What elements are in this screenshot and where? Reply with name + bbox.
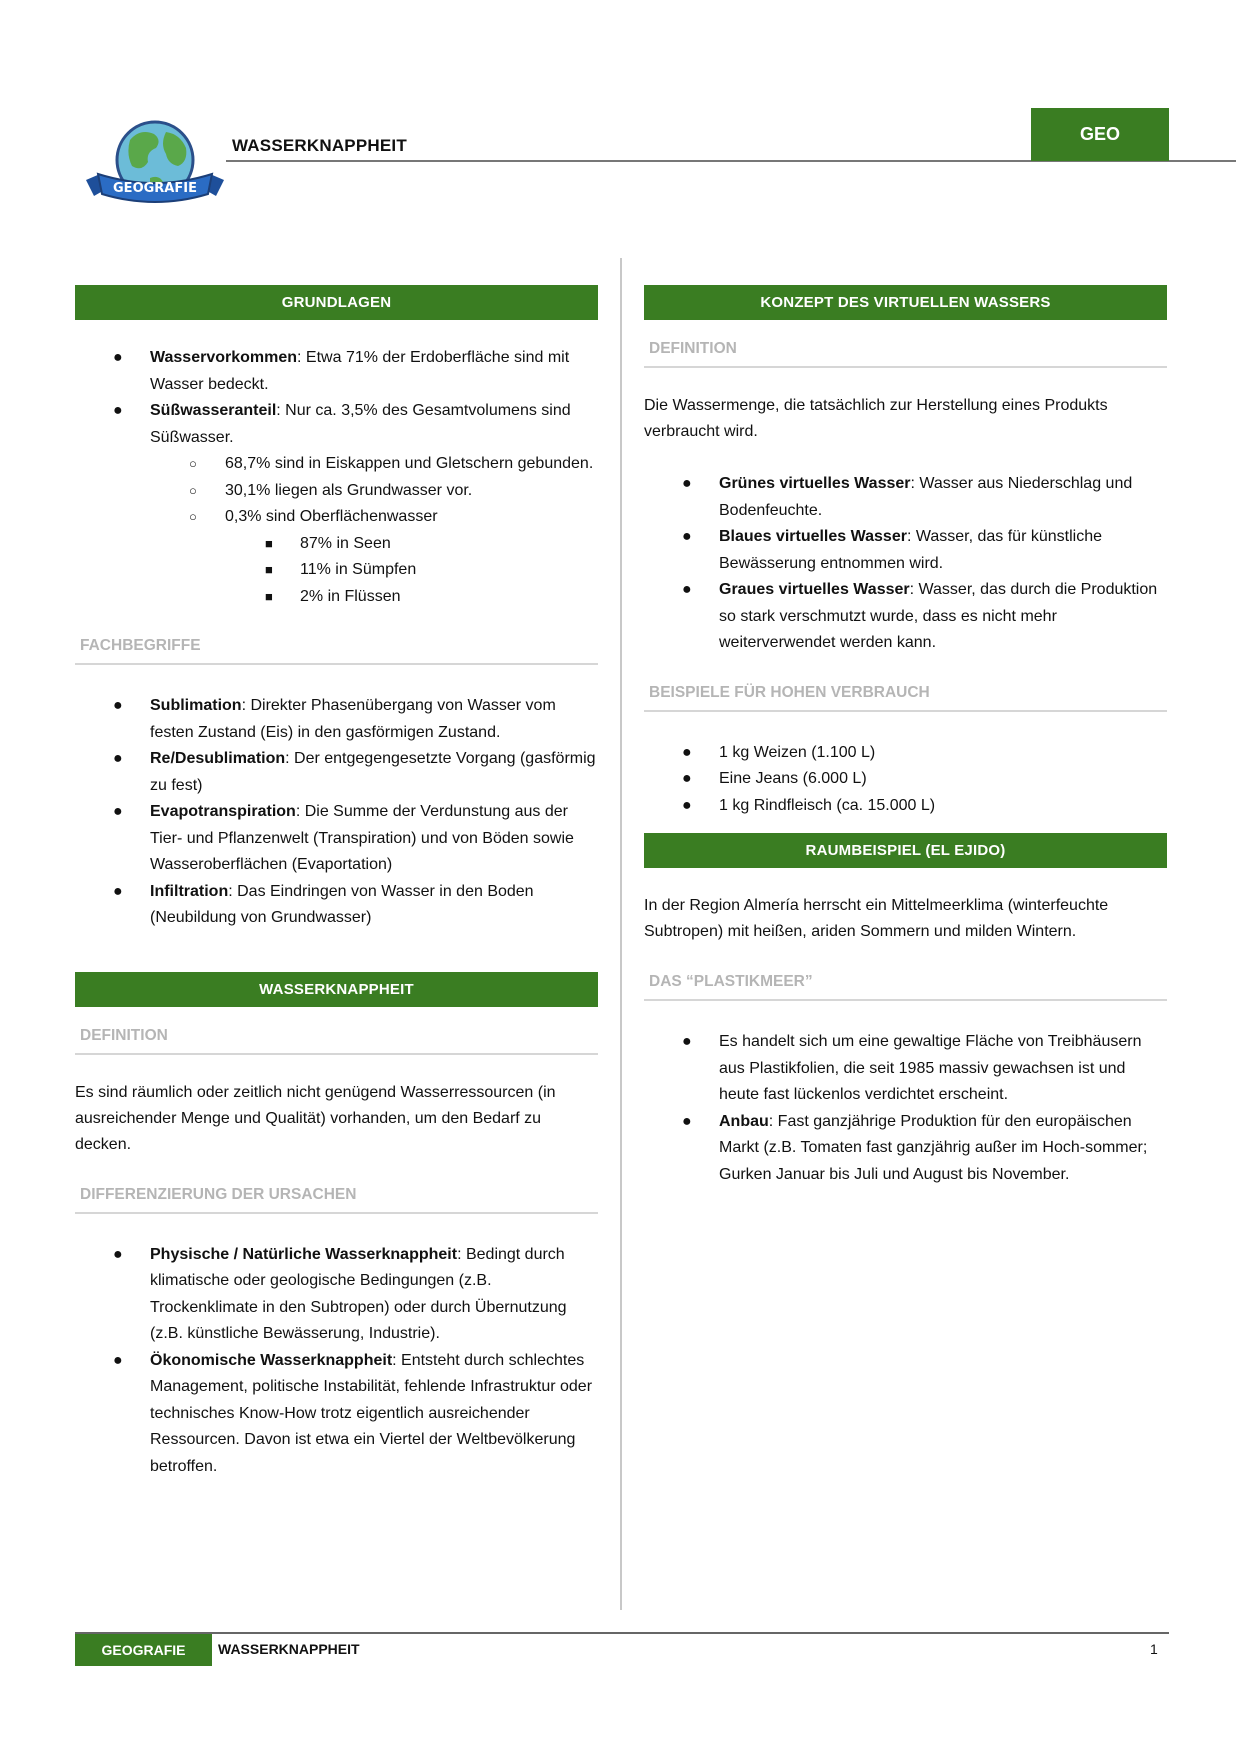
list-item: ● Blaues virtuelles Wasser: Wasser, das für künstliche Bewässerung entnommen wird. bbox=[682, 528, 1102, 572]
list-item: ● Re/Desublimation: Der entgegengesetzte Vorgang (gasförmig zu fest) bbox=[113, 750, 596, 794]
svg-text:GEOGRAFIE: GEOGRAFIE bbox=[113, 181, 197, 196]
right-column bbox=[644, 285, 1167, 1188]
list-item: ● Wasservorkommen: Etwa 71% der Erdoberfläche sind mit Wasser bedeckt. bbox=[113, 349, 570, 393]
list-item: ○ 68,7% sind in Eiskappen und Gletschern gebunden. bbox=[189, 455, 594, 472]
subheading-fachbegriffe: FACHBEGRIFFE bbox=[75, 625, 598, 665]
column-divider bbox=[620, 258, 622, 1610]
list-item: ● Süßwasseranteil: Nur ca. 3,5% des Gesamtvolumens sind Süßwasser. bbox=[113, 402, 571, 446]
list-item: ● Infiltration: Das Eindringen von Wasser in den Boden (Neubildung von Grundwasser) bbox=[113, 882, 534, 926]
geografie-logo bbox=[80, 118, 230, 218]
beispiele-list bbox=[644, 740, 1167, 820]
list-item: ● Physische / Natürliche Wasserknappheit: Bedingt durch klimatische oder geologische Bedingungen (z.B. Trockenklimate in den Subtropen) oder durch Übernutzung (z.B. künstliche Bewässerung, Industrie). bbox=[113, 1245, 567, 1342]
list-item: ○ 0,3% sind Oberflächenwasser bbox=[189, 508, 438, 525]
section-heading-wasserknappheit: WASSERKNAPPHEIT bbox=[75, 972, 598, 1007]
list-item: ● Graues virtuelles Wasser: Wasser, das durch die Produktion so stark verschmutzt wurde, dass es nicht mehr weiterverwendet werden kann. bbox=[682, 581, 1158, 651]
left-column bbox=[75, 285, 598, 1480]
list-item: ● 1 kg Weizen (1.100 L) bbox=[682, 743, 876, 761]
list-item: ● 1 kg Rindfleisch (ca. 15.000 L) bbox=[682, 796, 936, 814]
list-item: ● Es handelt sich um eine gewaltige Fläche von Treibhäusern aus Plastikfolien, die seit 1985 massiv gewachsen ist und heute fast lückenlos verdichtet erscheint. bbox=[682, 1033, 1142, 1103]
subheading-definition: DEFINITION bbox=[75, 1015, 598, 1055]
page-title: WASSERKNAPPHEIT bbox=[232, 136, 407, 155]
list-item: ● Ökonomische Wasserknappheit: Entsteht durch schlechtes Management, politische Instabilität, fehlende Infrastruktur oder technisches Know-How trotz eigentlich ausreichender Ressourcen. Davon ist etwa ein Viertel der Weltbevölkerung betroffen. bbox=[113, 1351, 593, 1475]
section-heading-virtuelles-wasser: KONZEPT DES VIRTUELLEN WASSERS bbox=[644, 285, 1167, 320]
list-item: ○ 30,1% liegen als Grundwasser vor. bbox=[189, 481, 473, 499]
list-item: ■ 11% in Sümpfen bbox=[265, 561, 417, 578]
virtuelles-wasser-list bbox=[644, 471, 1167, 657]
subheading-plastikmeer: DAS “PLASTIKMEER” bbox=[644, 961, 1167, 1001]
section-heading-grundlagen: GRUNDLAGEN bbox=[75, 285, 598, 320]
list-item: ■ 87% in Seen bbox=[265, 534, 391, 552]
definition-text: Die Wassermenge, die tatsächlich zur Herstellung eines Produkts verbraucht wird. bbox=[644, 397, 1108, 440]
list-item: ● Sublimation: Direkter Phasenübergang von Wasser vom festen Zustand (Eis) in den gasförmigen Zustand. bbox=[113, 697, 556, 741]
section-heading-raumbeispiel: RAUMBEISPIEL (EL EJIDO) bbox=[644, 833, 1167, 868]
fachbegriffe-list bbox=[75, 693, 598, 932]
list-item: ● Grünes virtuelles Wasser: Wasser aus Niederschlag und Bodenfeuchte. bbox=[682, 475, 1133, 519]
list-item: ● Eine Jeans (6.000 L) bbox=[682, 770, 867, 787]
grundlagen-subsublist bbox=[75, 531, 598, 611]
list-item: ● Anbau: Fast ganzjährige Produktion für den europäischen Markt (z.B. Tomaten fast ganzjährig außer im Hoch-sommer; Gurken Januar bis Juli und August bis November. bbox=[682, 1112, 1148, 1183]
plastikmeer-list bbox=[644, 1029, 1167, 1188]
footer-title: WASSERKNAPPHEIT bbox=[218, 1641, 360, 1657]
ursachen-list bbox=[75, 1242, 598, 1481]
definition-text: Es sind räumlich oder zeitlich nicht genügend Wasserressourcen (in ausreichender Menge und Qualität) vorhanden, um den Bedarf zu decken. bbox=[75, 1083, 556, 1153]
footer-divider bbox=[75, 1632, 1169, 1634]
list-item: ● Evapotranspiration: Die Summe der Verdunstung aus der Tier- und Pflanzenwelt (Transpiration) und von Böden sowie Wasseroberflächen (Evaportation) bbox=[113, 803, 574, 873]
page-number: 1 bbox=[1150, 1641, 1158, 1657]
subheading-ursachen: DIFFERENZIERUNG DER URSACHEN bbox=[75, 1174, 598, 1214]
footer-subject-tag: GEOGRAFIE bbox=[75, 1634, 212, 1666]
subheading-definition: DEFINITION bbox=[644, 328, 1167, 368]
list-item: ■ 2% in Flüssen bbox=[265, 587, 401, 605]
grundlagen-list bbox=[75, 345, 598, 451]
subject-tag: GEO bbox=[1031, 108, 1169, 161]
raumbeispiel-intro: In der Region Almería herrscht ein Mittelmeerklima (winterfeuchte Subtropen) mit heißen, ariden Sommern und milden Wintern. bbox=[644, 897, 1109, 940]
subheading-beispiele: BEISPIELE FÜR HOHEN VERBRAUCH bbox=[644, 672, 1167, 712]
grundlagen-sublist bbox=[75, 451, 598, 531]
